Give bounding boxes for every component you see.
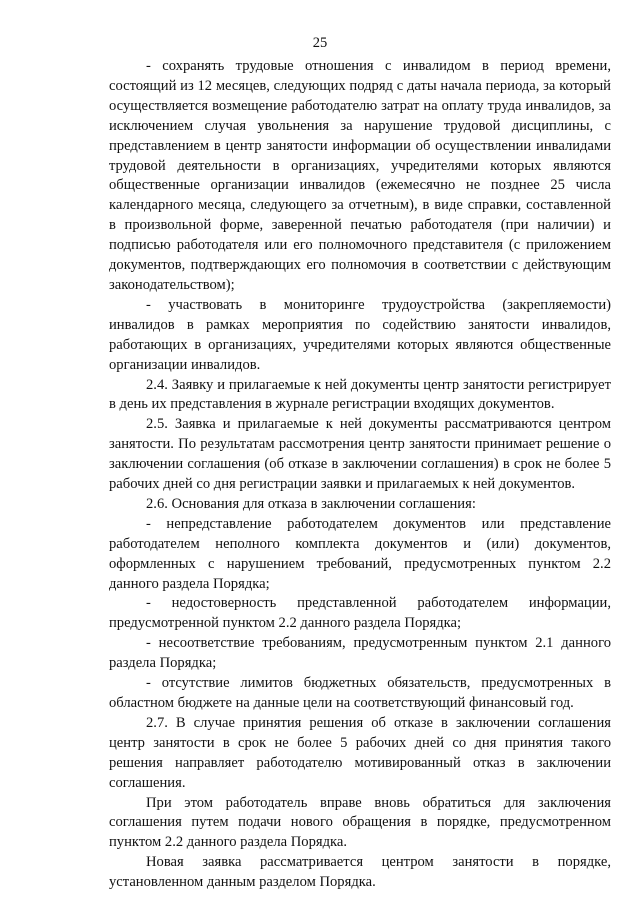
paragraph-refusal-ground-unreliable: - недостоверность представленной работодателем информации, предусмотренной пунктом 2.2 данного раздела Порядка; [109, 595, 611, 632]
paragraph-2-6-heading: 2.6. Основания для отказа в заключении соглашения: [146, 495, 476, 512]
paragraph-retain-employment: - сохранять трудовые отношения с инвалидом в период времени, состоящий из 12 месяцев, следующих подряд с даты начала периода, за который осуществляется возмещение работодателю затрат на оплату труда инвалидов, за исключением случая увольнения за нарушение трудовой дисциплины, с представлением в центр занятости информации об осуществлении инвалидами трудовой деятельности в организациях, учредителями которых являются общественные организации инвалидов (ежемесячно не позднее 25 числа календарного месяца, следующего за отчетным), в виде справки, составленной в произвольной форме, заверенной печатью работодателя (при наличии) и подписью работодателя или его полномочного представителя (с приложением документов, подтверждающих его полномочия в соответствии с действующим законодательством); [109, 58, 611, 293]
page-number: 25 [312, 35, 328, 51]
paragraph-reapply: При этом работодатель вправе вновь обратиться для заключения соглашения путем подачи нового обращения в порядке, предусмотренном пунктом 2.2 данного раздела Порядка. [109, 794, 611, 851]
paragraph-monitoring: - участвовать в мониторинге трудоустройства (закрепляемости) инвалидов в рамках мероприятия по содействию занятости инвалидов, работающих в организациях, учредителями которых являются общественные организации инвалидов. [109, 296, 611, 373]
paragraph-refusal-ground-noncompliance: - несоответствие требованиям, предусмотренным пунктом 2.1 данного раздела Порядка; [109, 635, 611, 672]
document-body [109, 57, 611, 893]
paragraph-new-application: Новая заявка рассматривается центром занятости в порядке, установленном данным разделом Порядка. [109, 854, 611, 891]
paragraph-2-4: 2.4. Заявку и прилагаемые к ней документы центр занятости регистрирует в день их представления в журнале регистрации входящих документов. [109, 376, 611, 413]
paragraph-refusal-ground-no-limits: - отсутствие лимитов бюджетных обязательств, предусмотренных в областном бюджете на данные цели на соответствующий финансовый год. [109, 675, 611, 711]
paragraph-2-7: 2.7. В случае принятия решения об отказе в заключении соглашения центр занятости в срок не более 5 рабочих дней со дня принятия такого решения направляет работодателю мотивированный отказ в заключении соглашения. [109, 714, 611, 791]
paragraph-2-5: 2.5. Заявка и прилагаемые к ней документы рассматриваются центром занятости. По результатам рассмотрения центр занятости принимает решение о заключении соглашения (об отказе в заключении соглашения) в срок не более 5 рабочих дней со дня регистрации заявки и прилагаемых к ней документов. [109, 416, 611, 493]
paragraph-refusal-ground-documents: - непредставление работодателем документов или представление работодателем неполного комплекта документов и (или) документов, оформленных с нарушением требований, предусмотренных пунктом 2.2 данного раздела Порядка; [109, 515, 611, 592]
